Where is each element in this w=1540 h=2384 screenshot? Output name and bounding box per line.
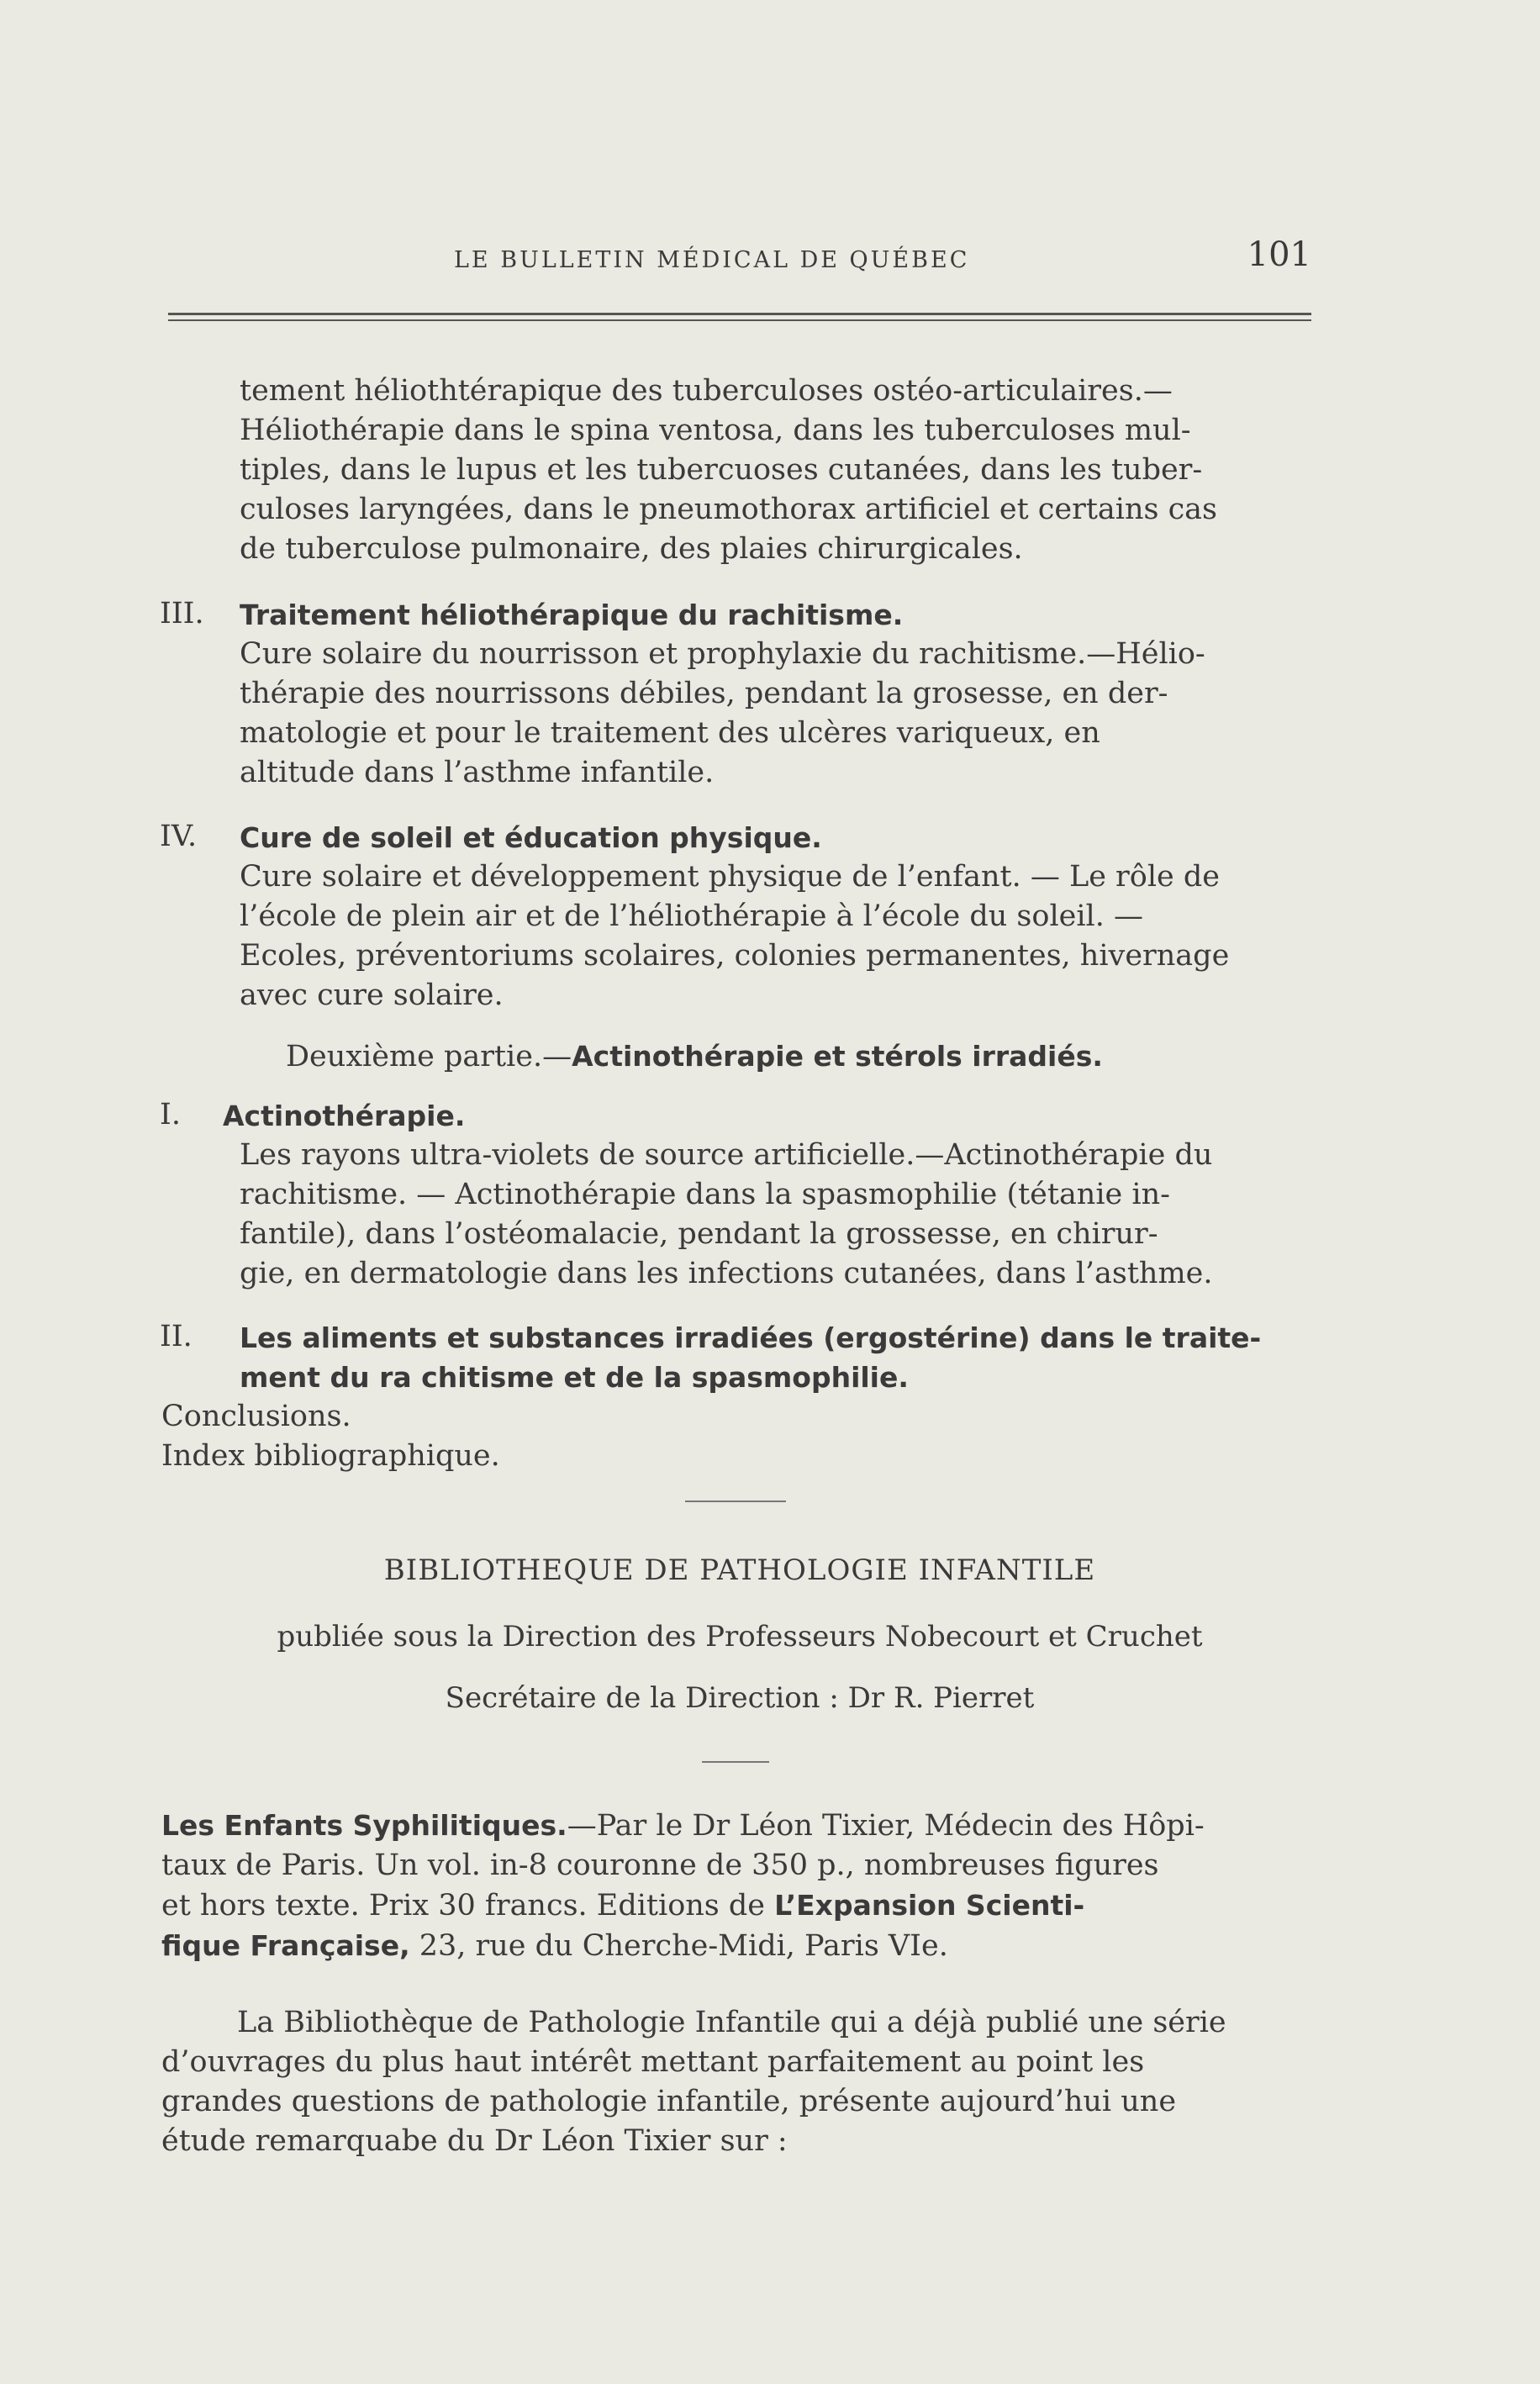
- section-number: III.: [160, 597, 204, 630]
- book-title: Les Enfants Syphilitiques.: [161, 1809, 567, 1842]
- section-title: Cure de soleil et éducation physique.: [240, 821, 822, 854]
- section-title: ment du ra chitisme et de la spasmophilie.: [240, 1361, 909, 1394]
- text-line: tiples, dans le lupus et les tubercuoses cutanées, dans les tuber-: [240, 453, 1203, 487]
- text-line: La Bibliothèque de Pathologie Infantile qui a déjà publié une série: [237, 2006, 1226, 2039]
- book-notice: [161, 1806, 1313, 1966]
- section-title: Actinothérapie.: [223, 1100, 466, 1132]
- text-line: fantile), dans l’ostéomalacie, pendant la grossesse, en chirur-: [240, 1217, 1158, 1251]
- text-line: d’ouvrages du plus haut intérêt mettant parfaitement au point les: [161, 2045, 1145, 2079]
- running-title: LE BULLETIN MÉDICAL DE QUÉBEC: [454, 247, 970, 273]
- text-line: Cure solaire et développement physique de l’enfant. — Le rôle de: [240, 860, 1220, 894]
- index: Index bibliographique.: [161, 1439, 500, 1473]
- part-two-prefix: Deuxième partie.—: [286, 1040, 572, 1073]
- text-line: et hors texte. Prix 30 francs. Editions de: [161, 1889, 775, 1922]
- text-line: tement héliothtérapique des tuberculoses ostéo-articulaires.—: [240, 374, 1173, 408]
- section-title: Les aliments et substances irradiées (ergostérine) dans le traite-: [240, 1321, 1262, 1354]
- text-line: avec cure solaire.: [240, 978, 504, 1012]
- page-number: 101: [1247, 235, 1311, 274]
- closing-paragraph: [161, 2003, 1313, 2161]
- publisher-name: fique Française,: [161, 1929, 410, 1962]
- library-published: publiée sous la Direction des Professeurs Nobecourt et Cruchet: [277, 1620, 1203, 1654]
- header-rule-top: [168, 313, 1311, 315]
- text-line: Héliothérapie dans le spina ventosa, dans les tuberculoses mul-: [240, 414, 1191, 447]
- section-i-title-row: [223, 1096, 1316, 1136]
- text-line: thérapie des nourrissons débiles, pendant la grosesse, en der-: [240, 677, 1168, 710]
- text-line: culoses laryngées, dans le pneumothorax artificiel et certains cas: [240, 493, 1218, 526]
- text-line: l’école de plein air et de l’héliothérapie à l’école du soleil. —: [240, 899, 1143, 933]
- text-line: taux de Paris. Un vol. in-8 couronne de 350 p., nombreuses figures: [161, 1849, 1159, 1882]
- text-line: de tuberculose pulmonaire, des plaies chirurgicales.: [240, 532, 1023, 566]
- section-i: [240, 1136, 1316, 1294]
- page-header: [168, 235, 1311, 286]
- part-two-title: Actinothérapie et stérols irradiés.: [572, 1040, 1103, 1073]
- book-author: —Par le Dr Léon Tixier, Médecin des Hôpi-: [567, 1809, 1205, 1843]
- text-line: Cure solaire du nourrisson et prophylaxie du rachitisme.—Hélio-: [240, 637, 1205, 671]
- text-line: matologie et pour le traitement des ulcères variqueux, en: [240, 716, 1100, 750]
- library-title: BIBLIOTHEQUE DE PATHOLOGIE INFANTILE: [383, 1553, 1096, 1587]
- intro-continued: [240, 372, 1316, 569]
- section-number: IV.: [160, 820, 198, 853]
- section-number: II.: [160, 1320, 192, 1353]
- header-rule-bottom: [168, 319, 1311, 321]
- publisher-name: L’Expansion Scienti-: [774, 1889, 1085, 1922]
- text-line: grandes questions de pathologie infantile, présente aujourd’hui une: [161, 2085, 1177, 2118]
- section-title: Traitement héliothérapique du rachitisme.: [240, 599, 904, 631]
- divider: [685, 1501, 786, 1502]
- text-line: Ecoles, préventoriums scolaires, colonies permanentes, hivernage: [240, 939, 1230, 973]
- text-line: Les rayons ultra-violets de source artificielle.—Actinothérapie du: [240, 1138, 1213, 1172]
- section-ii: [240, 1318, 1316, 1397]
- divider: [702, 1761, 769, 1763]
- conclusions: Conclusions.: [161, 1400, 351, 1433]
- section-iv: [240, 818, 1316, 1015]
- text-line: étude remarquabe du Dr Léon Tixier sur :: [161, 2124, 788, 2158]
- part-two-heading: [286, 1036, 1311, 1077]
- section-iii: [240, 595, 1316, 793]
- end-matter: [161, 1397, 1254, 1476]
- publisher-address: 23, rue du Cherche-Midi, Paris VIe.: [409, 1929, 948, 1963]
- text-line: altitude dans l’asthme infantile.: [240, 756, 715, 789]
- section-number: I.: [160, 1098, 181, 1131]
- text-line: rachitisme. — Actinothérapie dans la spasmophilie (tétanie in-: [240, 1178, 1170, 1211]
- text-line: gie, en dermatologie dans les infections cutanées, dans l’asthme.: [240, 1257, 1213, 1290]
- library-secretary: Secrétaire de la Direction : Dr R. Pierret: [445, 1681, 1035, 1715]
